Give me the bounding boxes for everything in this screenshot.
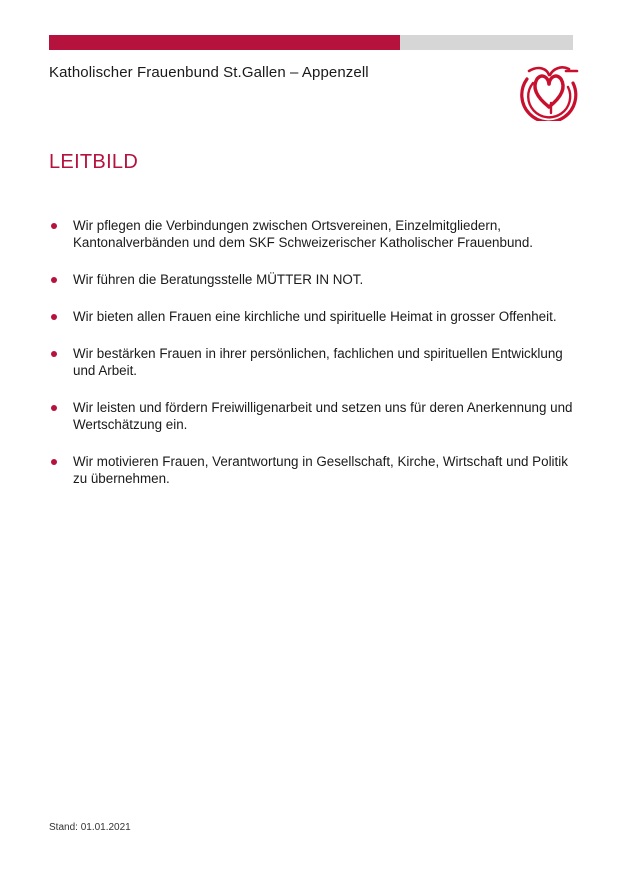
bullet-dot-icon [51, 277, 57, 283]
header-bar-accent [49, 35, 400, 50]
list-item-text: Wir motivieren Frauen, Verantwortung in Gesellschaft, Kirche, Wirtschaft und Politik zu übernehmen. [73, 454, 568, 486]
list-item-text: Wir pflegen die Verbindungen zwischen Ortsvereinen, Einzelmitgliedern, Kantonalverbänden und dem SKF Schweizerischer Katholischer Frauenbund. [73, 218, 534, 250]
bullet-dot-icon [51, 314, 57, 320]
bullet-dot-icon [51, 351, 57, 357]
list-item-text: Wir bieten allen Frauen eine kirchliche und spirituelle Heimat in grosser Offenheit. [73, 309, 557, 324]
list-item [49, 217, 579, 251]
list-item-text: Wir führen die Beratungsstelle MÜTTER IN NOT. [73, 272, 364, 287]
header-bar [49, 35, 573, 50]
list-item-text: Wir leisten und fördern Freiwilligenarbeit und setzen uns für deren Anerkennung und Wertschätzung ein. [73, 400, 573, 432]
list-item [49, 399, 579, 433]
bullet-dot-icon [51, 223, 57, 229]
list-item [49, 453, 579, 487]
header-bar-secondary [400, 35, 573, 50]
bullet-dot-icon [51, 459, 57, 465]
organization-name: Katholischer Frauenbund St.Gallen – Appenzell [49, 64, 369, 81]
footer-date: Stand: 01.01.2021 [49, 822, 131, 833]
list-item [49, 345, 579, 379]
bullet-dot-icon [51, 405, 57, 411]
list-item [49, 271, 579, 288]
page-title: LEITBILD [49, 151, 139, 173]
frauenbund-logo-icon [517, 57, 581, 121]
list-item-text: Wir bestärken Frauen in ihrer persönlichen, fachlichen und spirituellen Entwicklung und Arbeit. [73, 346, 563, 378]
list-item [49, 308, 579, 325]
mission-list [49, 217, 579, 507]
